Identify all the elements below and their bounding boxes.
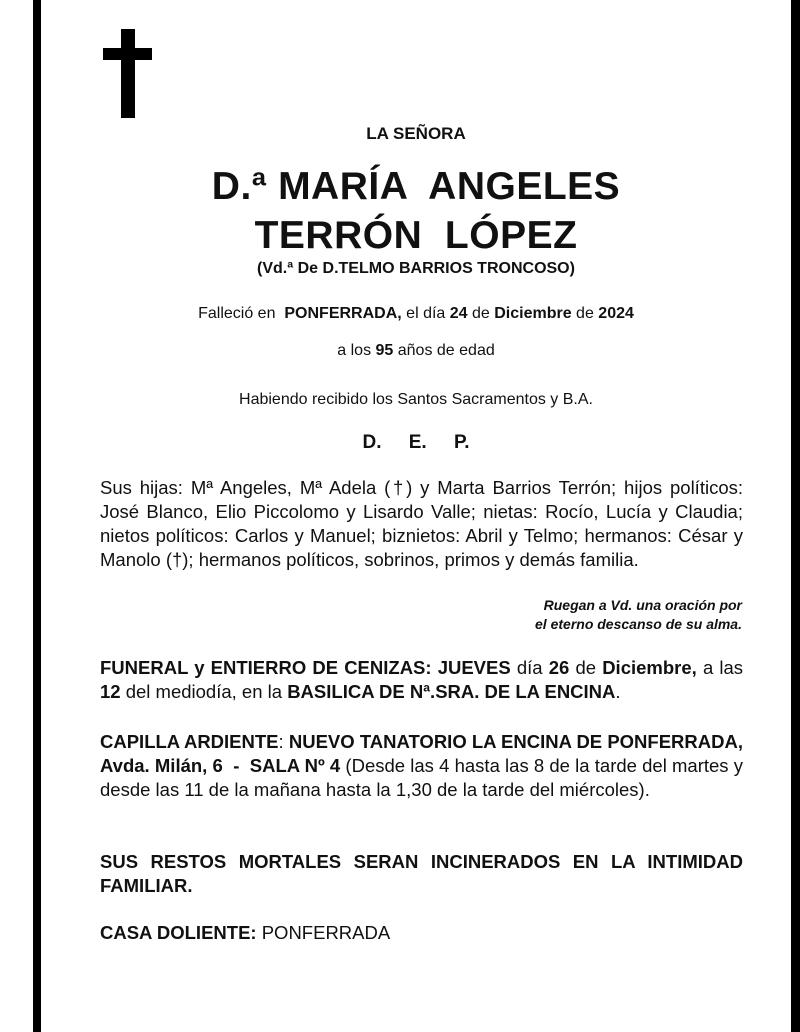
- right-border: [791, 0, 800, 1032]
- death-text: de: [467, 305, 495, 322]
- funeral-info: [100, 656, 743, 704]
- age-prefix: a los: [337, 342, 376, 359]
- death-day: 24: [449, 305, 468, 322]
- deceased-name-line1: D.ª MARÍA ANGELES: [211, 165, 621, 208]
- sacraments-statement: Habiendo recibido los Santos Sacramentos y B.A.: [239, 391, 593, 408]
- deceased-name-line2: TERRÓN LÓPEZ: [254, 214, 578, 257]
- death-month: Diciembre: [494, 305, 572, 322]
- death-year: 2024: [598, 305, 634, 322]
- chapel-info: [100, 730, 748, 802]
- funeral-text: .: [615, 681, 621, 702]
- family-list: Sus hijas: Mª Angeles, Mª Adela (†) y Marta Barrios Terrón; hijos políticos: José Blanco, Elio Piccolomo y Lisardo Valle; nietas: Rocío, Lucía y Claudia; nietos políticos: Carlos y Manuel; biznietos: Abril y Telmo; hermanos: César y Manolo (†); hermanos políticos, sobrinos, primos y demás familia.: [100, 477, 743, 570]
- funeral-text: de: [569, 657, 603, 678]
- age-suffix: años de edad: [393, 342, 495, 359]
- funeral-label: FUNERAL y ENTIERRO DE CENIZAS: JUEVES: [100, 657, 511, 678]
- prayer-request: [480, 596, 742, 634]
- chapel-label: CAPILLA ARDIENTE: [100, 731, 279, 752]
- cross-icon: [103, 29, 152, 118]
- chapel-colon: :: [278, 731, 289, 752]
- funeral-month: Diciembre,: [602, 657, 697, 678]
- age-years: 95: [375, 342, 394, 359]
- death-place: PONFERRADA,: [284, 305, 402, 322]
- funeral-text: a las: [696, 657, 744, 678]
- funeral-place: BASILICA DE Nª.SRA. DE LA ENCINA: [287, 681, 616, 702]
- prayer-line-2: el eterno descanso de su alma.: [535, 616, 742, 632]
- cross-vertical-bar: [121, 29, 135, 118]
- dep-initials: D. E. P.: [362, 432, 470, 453]
- death-text: de: [571, 305, 599, 322]
- death-statement: [41, 305, 791, 323]
- death-text: el día: [401, 305, 450, 322]
- widow-of: (Vd.ª De D.TELMO BARRIOS TRONCOSO): [257, 260, 575, 277]
- house-value: PONFERRADA: [256, 922, 391, 943]
- intro-title: LA SEÑORA: [366, 124, 466, 143]
- house-of-mourning: [100, 921, 743, 945]
- left-border: [33, 0, 41, 1032]
- prayer-line-1: Ruegan a Vd. una oración por: [543, 597, 742, 613]
- chapel-place: NUEVO TANATORIO LA ENCINA DE PONFERRADA, Avda. Milán, 6 - SALA Nº 4: [100, 731, 748, 776]
- funeral-text: del mediodía, en la: [120, 681, 288, 702]
- house-label: CASA DOLIENTE:: [100, 922, 257, 943]
- chapel-hours: (Desde las 4 hasta las 8 de la tarde del martes y desde las 11 de la mañana hasta la 1,30 de la tarde del miércoles).: [100, 755, 743, 800]
- cross-horizontal-bar: [103, 48, 152, 60]
- death-prefix: Falleció en: [198, 305, 280, 322]
- funeral-hour: 12: [100, 681, 121, 702]
- funeral-text: día: [510, 657, 549, 678]
- age-statement: [41, 342, 791, 360]
- remains-statement: SUS RESTOS MORTALES SERAN INCINERADOS EN LA INTIMIDAD FAMILIAR.: [100, 851, 743, 896]
- funeral-day: 26: [548, 657, 570, 678]
